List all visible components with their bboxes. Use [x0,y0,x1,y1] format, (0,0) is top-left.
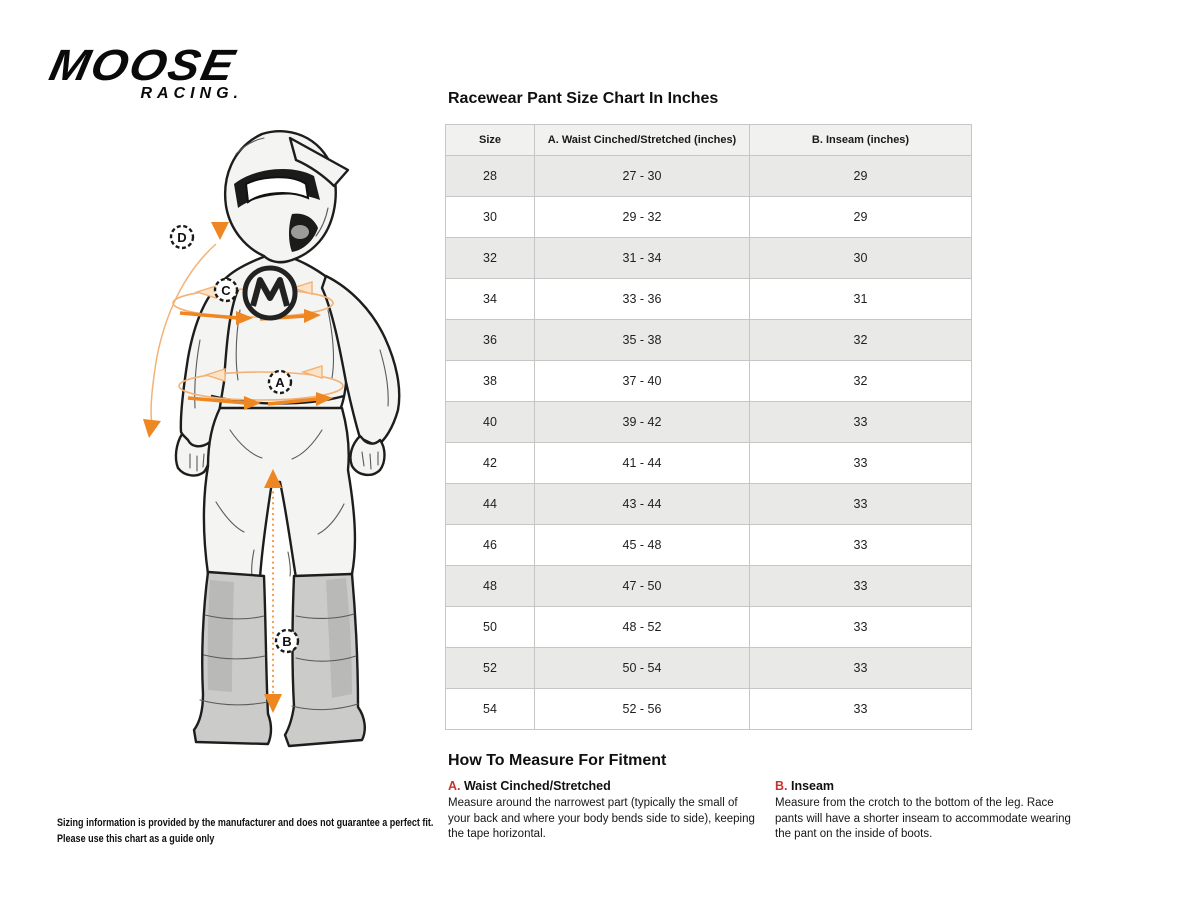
marker-d [171,226,193,248]
waist-cell: 45 - 48 [535,525,750,566]
size-cell: 46 [446,525,535,566]
size-cell: 36 [446,320,535,361]
chart-title: Racewear Pant Size Chart In Inches [448,90,719,107]
size-cell: 42 [446,443,535,484]
size-cell: 38 [446,361,535,402]
marker-a [269,371,291,393]
table-row [446,689,972,730]
inseam-cell: 33 [750,566,972,607]
size-cell: 48 [446,566,535,607]
size-cell: 28 [446,156,535,197]
size-cell: 44 [446,484,535,525]
sleeve-arrow-icon [143,419,161,438]
waist-cell: 48 - 52 [535,607,750,648]
chest-hollow-arrow-icon [197,286,216,298]
waist-cell: 50 - 54 [535,648,750,689]
rider-illustration [40,110,440,760]
marker-c [215,279,237,301]
left-boot-shade [208,580,234,692]
brand-logo [45,40,245,103]
measure-item [775,779,1085,843]
pants [204,408,355,578]
measure-item-letter: B. [775,779,788,793]
waist-cell: 29 - 32 [535,197,750,238]
how-to-measure-title: How To Measure For Fitment [448,752,667,769]
right-glove [350,436,384,475]
right-boot [285,574,365,746]
inseam-cell: 33 [750,402,972,443]
inseam-cell: 33 [750,648,972,689]
size-table-body [446,156,972,730]
chin-vent [291,225,309,239]
table-row [446,361,972,402]
size-table-head [446,125,972,156]
marker-b [276,630,298,652]
waist-cell: 47 - 50 [535,566,750,607]
column-header: Size [446,125,535,156]
size-table [445,124,972,730]
table-row [446,525,972,566]
brand-logo-racing-text: RACING. [140,85,243,102]
measure-item-heading: B. Inseam [775,779,835,793]
column-header: A. Waist Cinched/Stretched (inches) [535,125,750,156]
header-row [446,125,972,156]
inseam-cell: 33 [750,607,972,648]
chest-moose-logo-icon [245,268,295,318]
marker-c-letter: C [221,283,231,298]
size-cell: 32 [446,238,535,279]
inseam-cell: 33 [750,525,972,566]
measure-item [448,779,758,843]
inseam-cell: 33 [750,443,972,484]
disclaimer [57,815,434,847]
measure-item-letter: A. [448,779,461,793]
inseam-cell: 29 [750,156,972,197]
table-row [446,402,972,443]
waist-cell: 37 - 40 [535,361,750,402]
brand-logo-moose-text: MOOSE [45,40,241,90]
table-row [446,648,972,689]
disclaimer-line-1: Sizing information is provided by the manufacturer and does not guarantee a perfect fit. [57,817,434,829]
table-row [446,320,972,361]
how-to-measure-section [448,752,1128,843]
table-row [446,484,972,525]
table-row [446,607,972,648]
shoulder-down-arrow-icon [211,222,229,240]
table-row [446,156,972,197]
inseam-cell: 33 [750,689,972,730]
disclaimer-line-2: Please use this chart as a guide only [57,833,215,845]
table-row [446,238,972,279]
waist-cell: 33 - 36 [535,279,750,320]
rider-measurement-diagram [40,110,440,760]
table-row [446,566,972,607]
waist-cell: 52 - 56 [535,689,750,730]
table-row [446,443,972,484]
inseam-cell: 32 [750,361,972,402]
table-row [446,279,972,320]
size-cell: 34 [446,279,535,320]
measure-item-text: Measure from the crotch to the bottom of the leg. Race pants will have a shorter inseam to accommodate wearing the pant on the inside of boots. [775,797,1071,840]
column-header: B. Inseam (inches) [750,125,972,156]
marker-d-letter: D [177,230,187,245]
marker-b-letter: B [282,634,292,649]
waist-cell: 41 - 44 [535,443,750,484]
waist-cell: 27 - 30 [535,156,750,197]
measure-item-text: Measure around the narrowest part (typically the small of your back and where your body bends side to side), keeping the tape horizontal. [448,797,755,840]
rider-body [176,131,399,746]
size-cell: 54 [446,689,535,730]
inseam-cell: 30 [750,238,972,279]
measure-columns [448,779,1128,843]
table-row [446,197,972,238]
waist-cell: 35 - 38 [535,320,750,361]
inseam-cell: 29 [750,197,972,238]
size-cell: 50 [446,607,535,648]
waist-cell: 43 - 44 [535,484,750,525]
inseam-cell: 31 [750,279,972,320]
size-cell: 30 [446,197,535,238]
size-cell: 52 [446,648,535,689]
waist-cell: 31 - 34 [535,238,750,279]
marker-a-letter: A [275,375,285,390]
inseam-cell: 33 [750,484,972,525]
measure-item-heading: A. Waist Cinched/Stretched [448,779,611,793]
size-cell: 40 [446,402,535,443]
waist-cell: 39 - 42 [535,402,750,443]
inseam-cell: 32 [750,320,972,361]
